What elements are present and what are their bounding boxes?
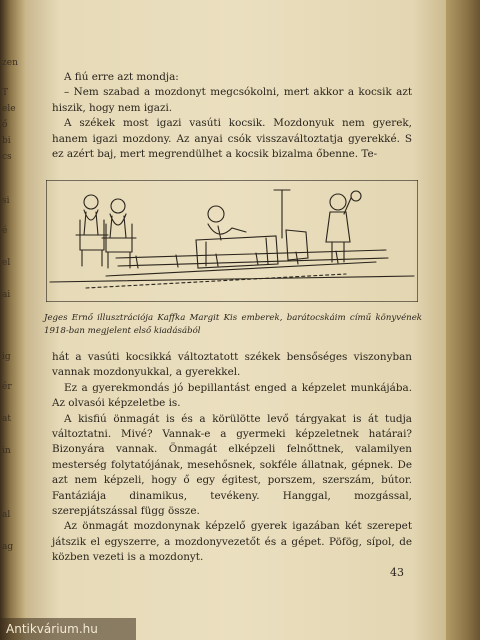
margin-fragment: ő [2, 120, 8, 130]
margin-fragment: ig [2, 352, 11, 362]
illustration-children-playing-train [46, 180, 418, 302]
margin-fragment: é [2, 226, 8, 236]
book-page [26, 0, 446, 640]
margin-fragment: bi [2, 136, 11, 146]
margin-fragment: ele [2, 104, 16, 114]
paragraph: A kisfiú önmagát is és a körülötte levő tárgyakat is át tudja változtatni. Mivé? Vannak-e a gyermeki képzeletnek határai? Bizonyára vannak. Önmagát elképzeli felnőttnek, valamilyen mesterség folytatójának, mesehősnek, sokféle állatnak, gépnek. De azt nem képzeli, hogy ő egy égitest, porszem, szerszám, bútor. Fantáziája dinamikus, tevékeny. Hanggal, mozgással, szerepjátszással függ össze. [52, 412, 412, 518]
page-number: 43 [390, 566, 404, 579]
margin-fragment: al [2, 510, 11, 520]
margin-fragment: cs [2, 152, 12, 162]
margin-fragment: ai [2, 290, 11, 300]
margin-fragment: ag [2, 542, 14, 552]
margin-fragment: zen [2, 58, 18, 68]
illustration-caption: Jeges Ernő illusztrációja Kaffka Margit Kis emberek, barátocskáim című könyvének 1918-ban megjelent első kiadásából [44, 313, 422, 336]
paragraph: Ez a gyerekmondás jó bepillantást enged a képzelet munkájába. Az olvasói képzeletbe is. [52, 381, 412, 410]
top-text-block [52, 70, 412, 162]
previous-page-edge [0, 0, 26, 640]
watermark: Antikvárium.hu [0, 618, 136, 640]
paragraph: A fiú erre azt mondja: [64, 71, 179, 83]
book-edge [446, 0, 480, 640]
paragraph: – Nem szabad a mozdonyt megcsókolni, mert akkor a kocsik azt hiszik, hogy nem igazi. [52, 86, 412, 114]
margin-fragment: at [2, 414, 11, 424]
margin-fragment: ér [2, 382, 12, 392]
paragraph: hát a vasúti kocsikká változtatott székek bensőséges viszonyban vannak mozdonyukkal, a gyerekkel. [52, 351, 412, 379]
margin-fragment: in [2, 446, 11, 456]
margin-fragment: T [2, 88, 9, 98]
paragraph: Az önmagát mozdonynak képzelő gyerek igazában két szerepet játszik el egyszerre, a mozdonyvezetőt és a gépet. Pöfög, sípol, de közben vezeti is a mozdonyt. [52, 520, 412, 564]
margin-fragment: el [2, 258, 11, 268]
paragraph: A székek most igazi vasúti kocsik. Mozdonyuk nem gyerek, hanem igazi mozdony. Az anyai csók visszaváltoztatja gyerekké. S ez azért baj, mert megrendülhet a kocsik bizalma őbenne. Te- [52, 117, 412, 161]
margin-fragment: si [2, 196, 10, 206]
bottom-text-block [52, 350, 412, 566]
